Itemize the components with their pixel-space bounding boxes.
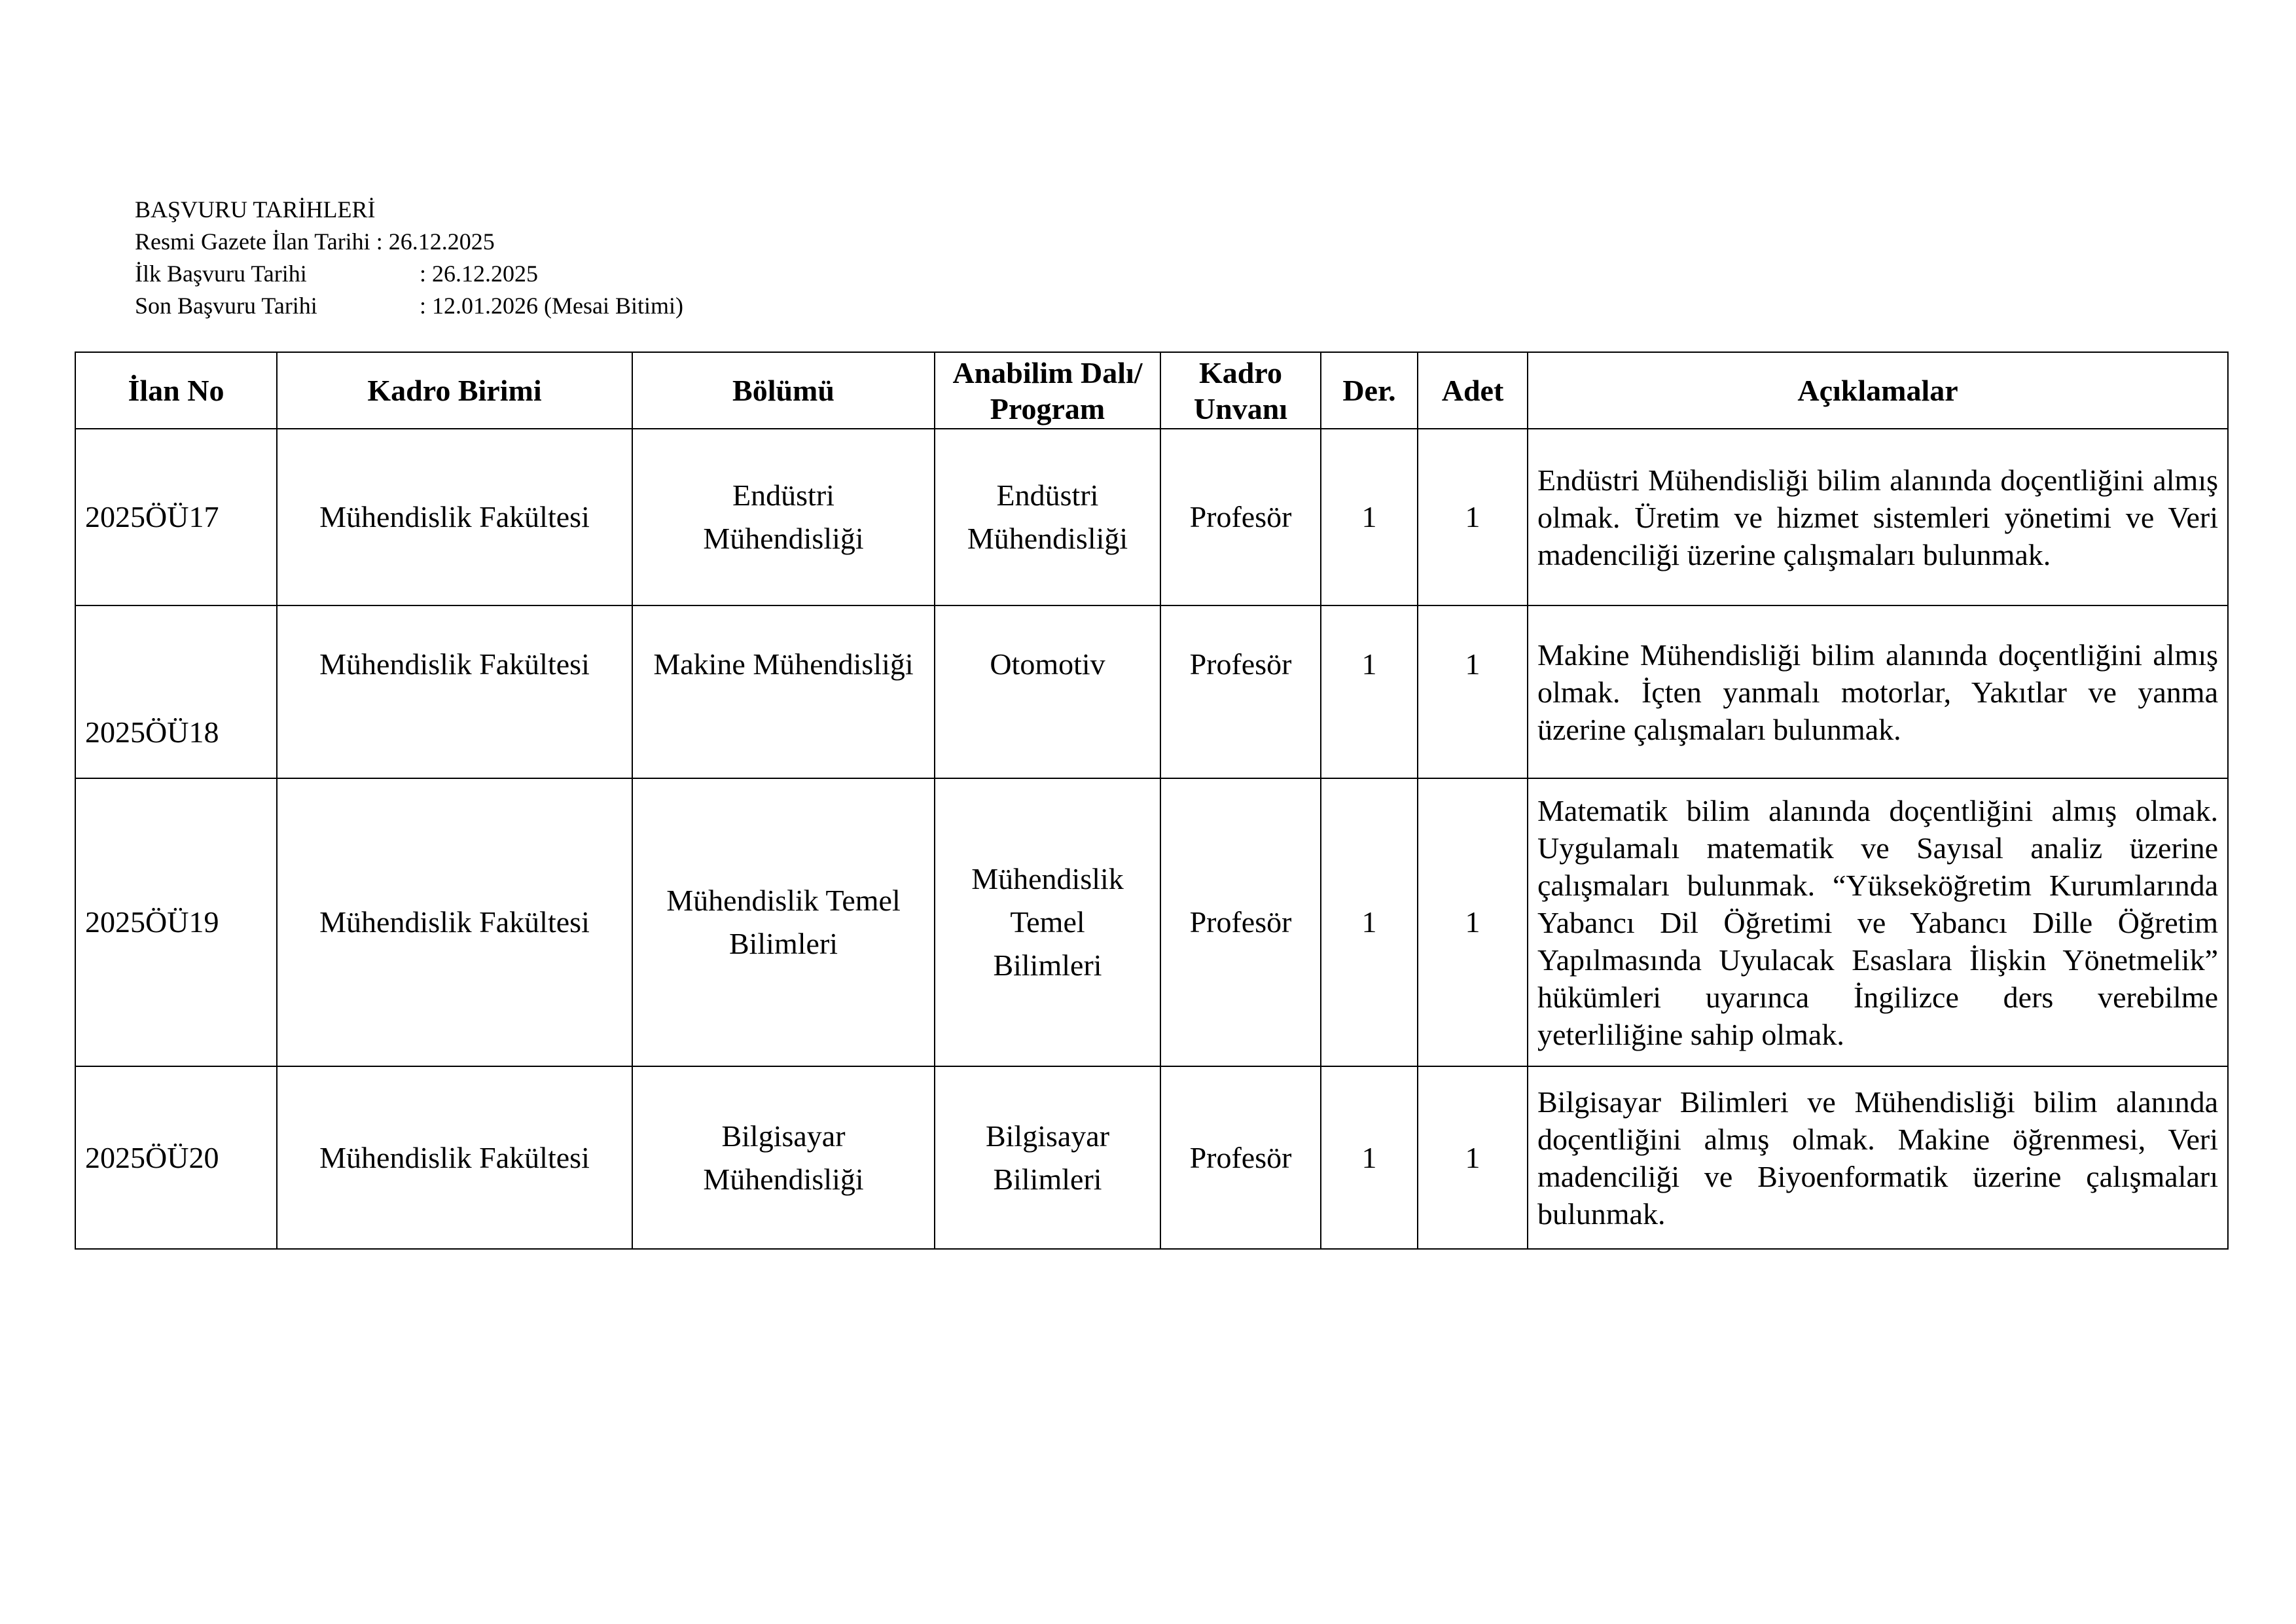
cell-kadro-birimi: Mühendislik Fakültesi: [277, 1066, 632, 1249]
cell-bolumu: Bilgisayar Mühendisliği: [632, 1066, 935, 1249]
cell-ilan-no: 2025ÖÜ17: [75, 429, 277, 605]
cell-kadro-unvani: Profesör: [1160, 1066, 1321, 1249]
cell-ilan-no: 2025ÖÜ18: [75, 605, 277, 778]
cell-bolumu: Mühendislik Temel Bilimleri: [632, 778, 935, 1066]
cell-anabilim-dali: Endüstri Mühendisliği: [935, 429, 1160, 605]
header-der: Der.: [1321, 352, 1418, 429]
cell-adet: 1: [1418, 778, 1528, 1066]
cell-der: 1: [1321, 778, 1418, 1066]
resmi-gazete-label: Resmi Gazete İlan Tarihi: [135, 228, 370, 255]
cell-kadro-birimi: Mühendislik Fakültesi: [277, 778, 632, 1066]
cell-kadro-unvani: Profesör: [1160, 429, 1321, 605]
header-ilan-no: İlan No: [75, 352, 277, 429]
cell-der: 1: [1321, 1066, 1418, 1249]
application-dates: [135, 194, 683, 322]
cell-aciklama: Makine Mühendisliği bilim alanında doçentliğini almış olmak. İçten yanmalı motorlar, Yakıtlar ve yanma üzerine çalışmaları bulunmak.: [1528, 605, 2228, 778]
cell-aciklama: Matematik bilim alanında doçentliğini almış olmak. Uygulamalı matematik ve Sayısal analiz üzerine çalışmaları bulunmak. “Yükseköğretim Kurumlarında Yabancı Dil Öğretimi ve Yabancı Dille Öğretim Yapılmasında Uyulacak Esaslara İlişkin Yönetmelik” hükümleri uyarınca İngilizce ders verebilme yeterliliğine sahip olmak.: [1528, 778, 2228, 1066]
cell-anabilim-dali: Mühendislik Temel Bilimleri: [935, 778, 1160, 1066]
positions-table: [75, 352, 2229, 1250]
resmi-gazete-value: : 26.12.2025: [376, 228, 495, 255]
table-row: [75, 429, 2228, 605]
cell-adet: 1: [1418, 1066, 1528, 1249]
cell-anabilim-dali: Bilgisayar Bilimleri: [935, 1066, 1160, 1249]
cell-kadro-unvani: Profesör: [1160, 605, 1321, 778]
header-aciklamalar: Açıklamalar: [1528, 352, 2228, 429]
header-bolumu: Bölümü: [632, 352, 935, 429]
cell-bolumu: Makine Mühendisliği: [632, 605, 935, 778]
header-adet: Adet: [1418, 352, 1528, 429]
table-row: [75, 1066, 2228, 1249]
cell-aciklama: Bilgisayar Bilimleri ve Mühendisliği bilim alanında doçentliğini almış olmak. Makine öğrenmesi, Veri madenciliği ve Biyoenformatik üzerine çalışmaları bulunmak.: [1528, 1066, 2228, 1249]
cell-der: 1: [1321, 429, 1418, 605]
cell-bolumu: Endüstri Mühendisliği: [632, 429, 935, 605]
cell-kadro-birimi: Mühendislik Fakültesi: [277, 605, 632, 778]
cell-der: 1: [1321, 605, 1418, 778]
header-kadro-unvani: Kadro Unvanı: [1160, 352, 1321, 429]
dates-title: BAŞVURU TARİHLERİ: [135, 196, 376, 223]
table-header-row: [75, 352, 2228, 429]
ilk-basvuru-label: İlk Başvuru Tarihi: [135, 261, 307, 287]
cell-ilan-no: 2025ÖÜ19: [75, 778, 277, 1066]
table-row: [75, 778, 2228, 1066]
cell-kadro-birimi: Mühendislik Fakültesi: [277, 429, 632, 605]
table-row: [75, 605, 2228, 778]
cell-aciklama: Endüstri Mühendisliği bilim alanında doçentliğini almış olmak. Üretim ve hizmet sistemleri yönetimi ve Veri madenciliği üzerine çalışmaları bulunmak.: [1528, 429, 2228, 605]
cell-kadro-unvani: Profesör: [1160, 778, 1321, 1066]
ilk-basvuru-value: : 26.12.2025: [420, 261, 539, 287]
son-basvuru-label: Son Başvuru Tarihi: [135, 293, 317, 319]
resmi-gazete-date: [135, 226, 683, 258]
cell-adet: 1: [1418, 429, 1528, 605]
son-basvuru-value: : 12.01.2026 (Mesai Bitimi): [420, 293, 683, 319]
header-kadro-birimi: Kadro Birimi: [277, 352, 632, 429]
cell-adet: 1: [1418, 605, 1528, 778]
cell-ilan-no: 2025ÖÜ20: [75, 1066, 277, 1249]
cell-anabilim-dali: Otomotiv: [935, 605, 1160, 778]
header-anabilim-dali: Anabilim Dalı/ Program: [935, 352, 1160, 429]
son-basvuru-date: [135, 290, 683, 322]
ilk-basvuru-date: [135, 258, 683, 290]
